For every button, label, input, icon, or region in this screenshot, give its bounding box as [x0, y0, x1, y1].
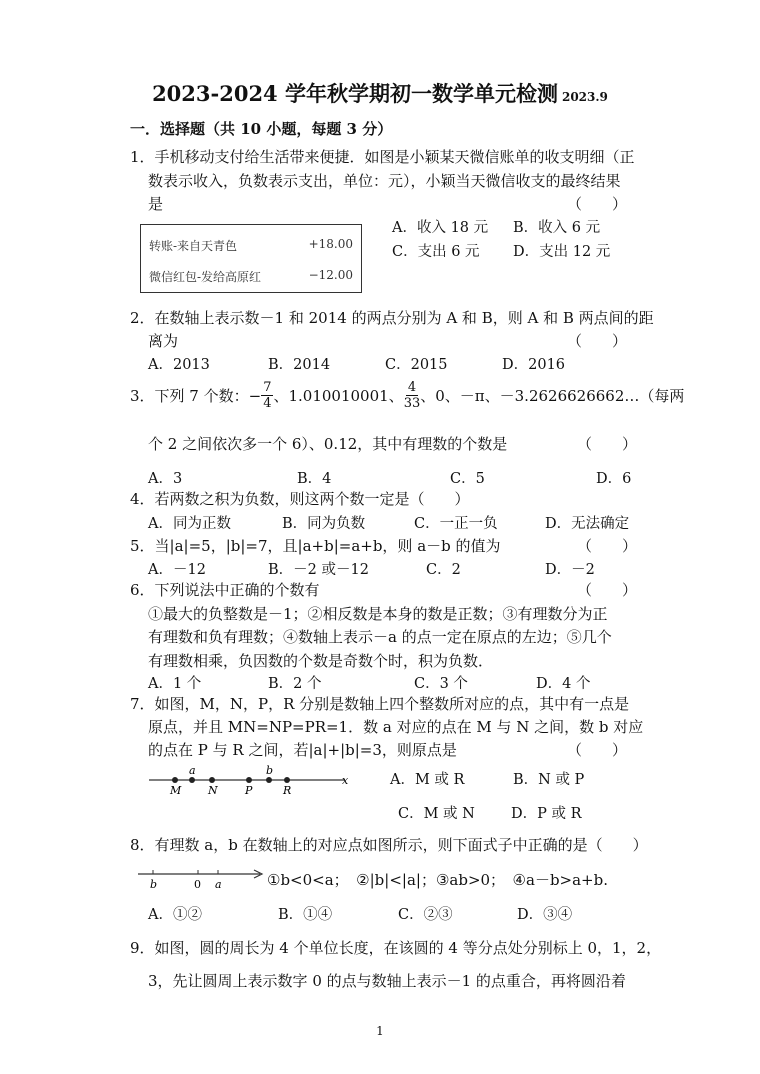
q3-option-a: A．3 [148, 471, 183, 487]
q2-option-a: A．2013 [148, 357, 210, 373]
q4-line1: 4．若两数之积为负数，则这两个数一定是（ ） [130, 490, 470, 508]
q7-label-n: N [208, 784, 218, 797]
q8-number-line [138, 862, 268, 892]
q2-option-d: D．2016 [502, 357, 566, 373]
q2-answer-paren: （ ） [567, 332, 628, 350]
wechat-bill-figure [140, 224, 362, 293]
q7-label-a: a [189, 764, 196, 777]
q2-option-b: B．2014 [268, 357, 331, 373]
page-title [0, 78, 760, 108]
q5-option-d: D．－2 [545, 562, 595, 578]
q8-option-c: C．②③ [398, 907, 453, 923]
q7-point-p [246, 777, 252, 783]
q5-option-a: A．－12 [148, 562, 206, 578]
q3-mid: 、1.010010001、 [273, 386, 404, 405]
q3-fraction-2 [404, 380, 421, 411]
title-date: 2023.9 [561, 90, 608, 104]
q6-line1: 6．下列说法中正确的个数有 [130, 581, 320, 599]
q7-label-r: R [283, 784, 292, 797]
q7-line3: 的点在 P 与 R 之间，若|a|+|b|=3，则原点是 [148, 741, 457, 759]
q7-point-m [172, 777, 178, 783]
bill-row-2-label: 微信红包-发给高原红 [149, 270, 262, 284]
q4-option-c: C．一正一负 [414, 516, 498, 532]
q8-option-a: A．①② [148, 907, 202, 923]
q3-line1 [130, 380, 684, 411]
q3-option-c: C．5 [450, 471, 485, 487]
q7-line2: 原点，并且 MN=NP=PR=1．数 a 对应的点在 M 与 N 之间，数 b 对应 [148, 718, 644, 736]
page-number: 1 [376, 1024, 384, 1038]
bill-row-1-amount: +18.00 [308, 237, 353, 251]
q1-option-c: C．支出 6 元 [392, 244, 480, 260]
q4-option-a: A．同为正数 [148, 516, 231, 532]
q4-option-d: D．无法确定 [545, 516, 630, 532]
q5-answer-paren: （ ） [577, 537, 638, 555]
q7-option-b: B．N 或 P [513, 772, 585, 788]
q7-label-b: b [266, 764, 274, 777]
q2-line1: 2．在数轴上表示数－1 和 2014 的两点分别为 A 和 B，则 A 和 B 两点间的距 [130, 309, 654, 327]
q6-line2: ①最大的负整数是－1；②相反数是本身的数是正数；③有理数分为正 [148, 605, 608, 623]
q7-number-line [145, 764, 360, 798]
q7-label-x: x [342, 774, 349, 787]
q1-option-b: B．收入 6 元 [513, 220, 601, 236]
q8-line1: 8．有理数 a，b 在数轴上的对应点如图所示，则下面式子中正确的是（ ） [130, 836, 648, 854]
q1-line2: 数表示收入，负数表示支出，单位：元），小颖当天微信收支的最终结果 [148, 172, 621, 190]
q2-line2: 离为 [148, 332, 179, 350]
bill-row-2 [149, 268, 353, 285]
q7-option-d: D．P 或 R [511, 806, 582, 822]
q3-fraction-1 [261, 380, 273, 411]
q7-point-b [266, 777, 272, 783]
q1-line3: 是 [148, 195, 164, 213]
q5-option-c: C．2 [426, 562, 461, 578]
q3-fraction-1-den: 4 [263, 396, 272, 411]
q5-line1: 5．当|a|=5，|b|=7，且|a+b|=a+b，则 a－b 的值为 [130, 537, 501, 555]
title-text: 2023-2024 学年秋学期初一数学单元检测 [152, 81, 558, 106]
q6-line3: 有理数和负有理数；④数轴上表示－a 的点一定在原点的左边；⑤几个 [148, 628, 612, 646]
q1-answer-paren: （ ） [567, 195, 628, 213]
q3-answer-paren: （ ） [577, 435, 638, 453]
q3-suffix: 、0、－π、－3.2626626662…（每两 [420, 386, 685, 405]
q9-line2: 3，先让圆周上表示数字 0 的点与数轴上表示－1 的点重合，再将圆沿着 [148, 972, 626, 990]
q1-option-a: A．收入 18 元 [392, 220, 489, 236]
q6-option-d: D．4 个 [536, 676, 591, 692]
section-heading: 一．选择题（共 10 小题，每题 3 分） [130, 120, 393, 138]
q3-fraction-2-den: 33 [403, 396, 421, 411]
q5-option-b: B．－2 或－12 [268, 562, 369, 578]
q8-label-b: b [150, 878, 158, 891]
q1-line1: 1．手机移动支付给生活带来便捷．如图是小颖某天微信账单的收支明细（正 [130, 148, 635, 166]
q3-option-d: D．6 [596, 471, 632, 487]
q7-option-a: A．M 或 R [390, 772, 465, 788]
q6-option-b: B．2 个 [268, 676, 322, 692]
q7-point-a [189, 777, 195, 783]
q2-option-c: C．2015 [385, 357, 448, 373]
q8-label-0: 0 [194, 878, 201, 891]
q7-point-r [284, 777, 290, 783]
bill-row-1-label: 转账-来自天青色 [149, 239, 238, 253]
q3-line2: 个 2 之间依次多一个 6）、0.12，其中有理数的个数是 [148, 435, 508, 453]
q6-option-a: A．1 个 [148, 676, 202, 692]
q7-answer-paren: （ ） [567, 741, 628, 759]
q7-label-m: M [170, 784, 182, 797]
q7-option-c: C．M 或 N [398, 806, 475, 822]
q6-line4: 有理数相乘，负因数的个数是奇数个时，积为负数． [148, 652, 494, 670]
bill-row-2-amount: −12.00 [308, 268, 353, 282]
q8-option-d: D．③④ [517, 907, 573, 923]
q9-line1: 9．如图，圆的周长为 4 个单位长度，在该圆的 4 等分点处分别标上 0，1，2， [130, 939, 662, 957]
q1-option-d: D．支出 12 元 [513, 244, 611, 260]
q8-expressions: ①b<0<a； ②|b|<|a|；③ab>0； ④a－b>a+b. [267, 871, 608, 889]
bill-row-1 [149, 237, 353, 254]
q4-option-b: B．同为负数 [282, 516, 366, 532]
q7-point-n [209, 777, 215, 783]
q8-label-a: a [215, 878, 222, 891]
q8-option-b: B．①④ [278, 907, 333, 923]
q6-answer-paren: （ ） [577, 581, 638, 599]
q7-label-p: P [245, 784, 253, 797]
q6-option-c: C．3 个 [414, 676, 468, 692]
q7-line1: 7．如图，M，N，P，R 分别是数轴上四个整数所对应的点，其中有一点是 [130, 695, 630, 713]
q3-prefix: 3．下列 7 个数：− [130, 386, 262, 405]
q3-option-b: B．4 [297, 471, 332, 487]
q3-fraction-2-num: 4 [407, 380, 417, 395]
q3-fraction-1-num: 7 [263, 380, 272, 395]
